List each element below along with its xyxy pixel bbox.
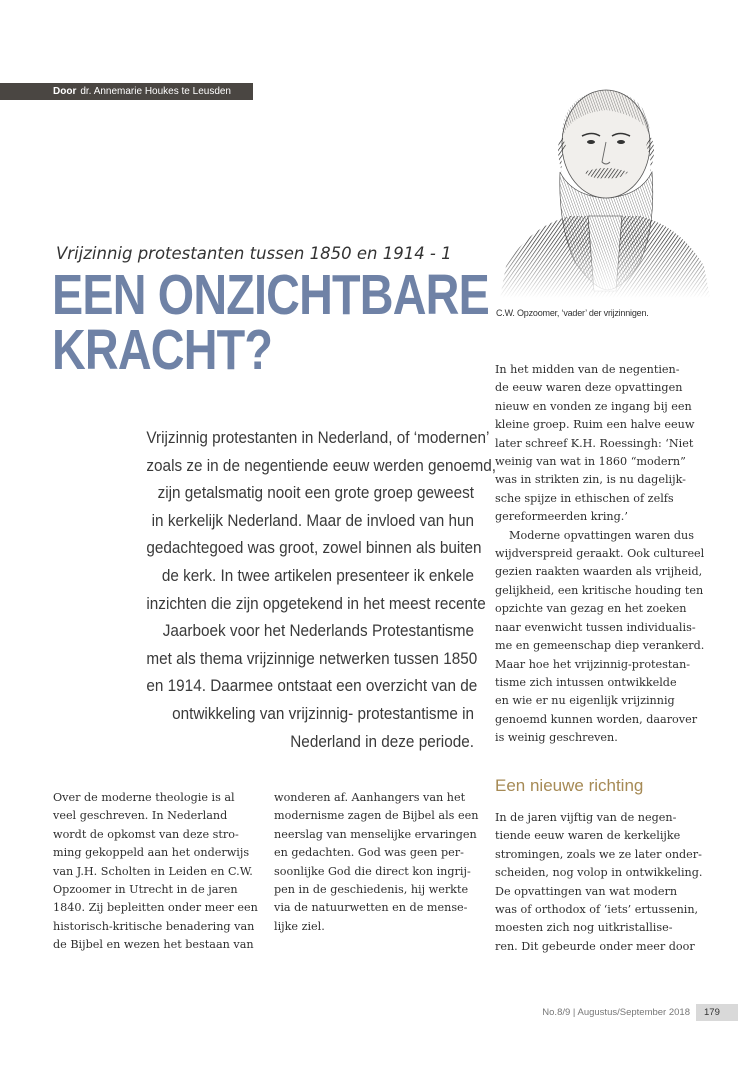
text-line: veel geschreven. In Nederland: [53, 809, 228, 823]
intro-line: en 1914. Daarmee ontstaat een overzicht van de: [146, 676, 478, 696]
text-line: ren. Dit gebeurde onder meer door: [495, 939, 695, 953]
text-line: In het midden van de negentien-: [495, 363, 680, 376]
intro-line: Jaarboek voor het Nederlands Protestantisme: [162, 621, 474, 641]
subheading-column-text: [495, 809, 727, 956]
byline-author: dr. Annemarie Houkes te Leusden: [80, 86, 231, 97]
text-line: Moderne opvattingen waren dus: [509, 528, 694, 542]
text-line: Maar hoe het vrijzinnig-protestan-: [495, 657, 691, 671]
text-line: wonderen af. Aanhangers van het: [274, 791, 466, 804]
intro-line: gedachtegoed was groot, zowel binnen als buiten: [146, 538, 482, 558]
intro-line: Nederland in deze periode.: [290, 731, 474, 751]
text-line: van J.H. Scholten in Leiden en C.W.: [53, 864, 253, 878]
text-line: nieuw en vonden ze ingang bij een: [495, 399, 692, 413]
text-line: de eeuw waren deze opvattingen: [495, 381, 683, 395]
title-line-2: KRACHT?: [52, 318, 273, 382]
text-line: De opvattingen van wat modern: [495, 884, 678, 898]
text-line: scheiden, nog volop in ontwikkeling.: [495, 866, 703, 880]
text-line: wijdverspreid geraakt. Ook cultureel: [495, 547, 705, 561]
title-line-1: EEN ONZICHTBARE: [52, 263, 489, 327]
intro-paragraph: [110, 424, 497, 755]
text-line: tisme zich intussen ontwikkelde: [495, 675, 677, 689]
text-line: was in strikten zin, is nu dagelijk-: [495, 473, 686, 487]
text-line: soonlijke God die direct kon ingrij-: [274, 864, 471, 878]
text-line: lijke ziel.: [274, 919, 325, 933]
text-line: 1840. Zij bepleitten onder meer een: [53, 901, 258, 915]
text-line: In de jaren vijftig van de negen-: [495, 811, 677, 824]
text-line: stromingen, zoals we ze later onder-: [495, 847, 702, 861]
text-line: kleine groep. Ruim een halve eeuw: [495, 418, 695, 432]
text-line: later schreef K.H. Roessingh: ‘Niet: [495, 436, 694, 450]
intro-line: inzichten die zijn opgetekend in het meest recente: [146, 593, 486, 613]
text-line: is weinig geschreven.: [495, 731, 618, 745]
text-line: naar evenwicht tussen individualis-: [495, 620, 696, 634]
image-caption: C.W. Opzoomer, ‘vader’ der vrijzinnigen.: [496, 308, 649, 318]
intro-line: zoals ze in de negentiende eeuw werden genoemd,: [146, 455, 497, 475]
left-column-text: [53, 789, 258, 955]
text-line: me en gemeenschap diep verankerd.: [495, 639, 705, 653]
text-line: neerslag van menselijke ervaringen: [274, 827, 477, 841]
kicker: Vrijzinnig protestanten tussen 1850 en 1914 - 1: [56, 244, 452, 263]
intro-line: ontwikkeling van vrijzinnig- protestantisme in: [172, 703, 474, 723]
text-line: en gedachten. God was geen per-: [274, 846, 464, 860]
text-line: Over de moderne theologie is al: [53, 791, 235, 804]
text-line: ming gekoppeld aan het onderwijs: [53, 846, 250, 860]
intro-line: de kerk. In twee artikelen presenteer ik enkele: [161, 565, 474, 585]
text-line: genoemd kunnen worden, daarover: [495, 712, 698, 726]
text-line: gezien raakten waarden als vrijheid,: [495, 565, 703, 579]
intro-line: zijn getalsmatig nooit een grote groep geweest: [157, 483, 474, 503]
section-subheading: Een nieuwe richting: [495, 776, 644, 795]
text-line: en wie er nu eigenlijk vrijzinnig: [495, 694, 675, 708]
text-line: via de natuurwetten en de mense-: [274, 901, 468, 915]
text-line: opzichte van gezag en het zoeken: [495, 602, 687, 616]
byline-prefix: Door: [53, 86, 77, 97]
page-number: 179: [696, 1004, 738, 1021]
intro-line: Vrijzinnig protestanten in Nederland, of ‘modernen’: [146, 428, 490, 447]
text-line: sche spijze in ethischen of zelfs: [495, 491, 674, 505]
byline-bar: [0, 83, 253, 100]
text-line: gelijkheid, een kritische houding ten: [495, 583, 704, 597]
intro-line: met als thema vrijzinnige netwerken tussen 1850: [146, 648, 478, 668]
text-line: pen in de geschiedenis, hij werkte: [274, 883, 469, 897]
footer-issue: No.8/9 | Augustus/September 2018: [542, 1007, 690, 1018]
text-line: Opzoomer in Utrecht in de jaren: [53, 883, 238, 897]
text-line: weinig van wat in 1860 “modern”: [495, 455, 686, 469]
text-line: was of orthodox of ‘iets’ ertussenin,: [495, 903, 699, 917]
right-column-text: [495, 361, 727, 748]
middle-column-text: [274, 789, 479, 936]
text-line: modernisme zagen de Bijbel als een: [274, 809, 479, 823]
portrait-image: [500, 76, 710, 298]
text-line: wordt de opkomst van deze stro-: [53, 827, 239, 841]
intro-line: in kerkelijk Nederland. Maar de invloed van hun: [151, 510, 474, 530]
text-line: historisch-kritische benadering van: [53, 919, 255, 933]
text-line: gereformeerden kring.’: [495, 510, 628, 524]
text-line: tiende eeuw waren de kerkelijke: [495, 829, 681, 843]
text-line: moesten zich nog uitkristallise-: [495, 921, 673, 935]
text-line: de Bijbel en wezen het bestaan van: [53, 938, 254, 952]
